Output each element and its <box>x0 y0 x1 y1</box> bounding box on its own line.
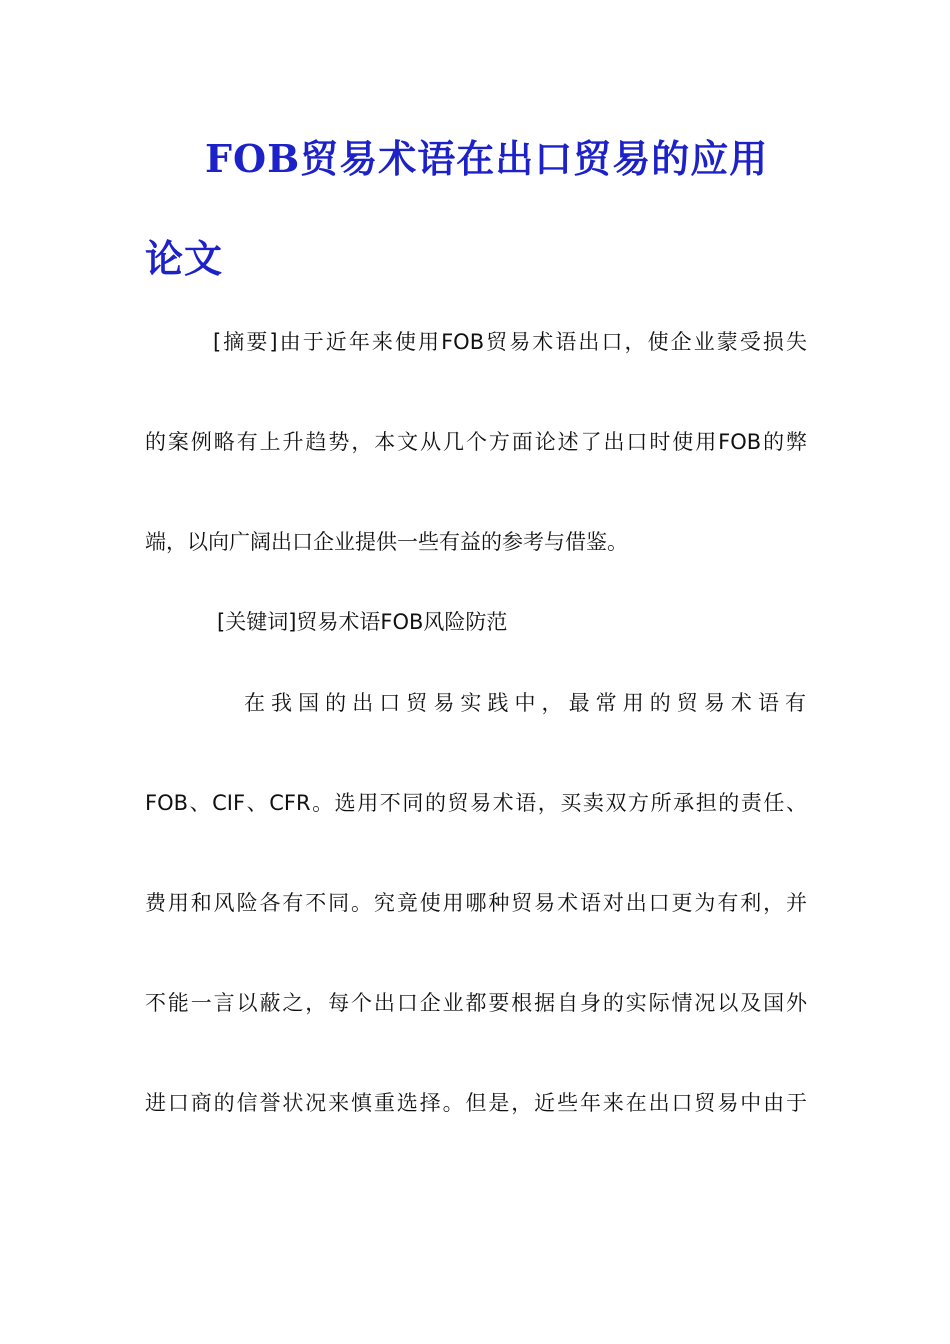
body-line-4: 不能一言以蔽之，每个出口企业都要根据自身的实际情况以及国外 <box>145 991 807 1015</box>
document-title-line-2: 论文 <box>145 236 224 281</box>
abstract-line-2: 的案例略有上升趋势，本文从几个方面论述了出口时使用FOB的弊 <box>145 430 807 454</box>
body-line-5: 进口商的信誉状况来慎重选择。但是，近些年来在出口贸易中由于 <box>145 1091 807 1115</box>
keywords-line: [关键词]贸易术语FOB风险防范 <box>217 610 508 634</box>
body-line-1: 在我国的出口贸易实践中，最常用的贸易术语有 <box>244 691 806 715</box>
document-title-line-1: FOB贸易术语在出口贸易的应用 <box>205 136 769 181</box>
body-line-3: 费用和风险各有不同。究竟使用哪种贸易术语对出口更为有利，并 <box>145 891 807 915</box>
body-line-2: FOB、CIF、CFR。选用不同的贸易术语，买卖双方所承担的责任、 <box>145 791 807 815</box>
abstract-line-1: [摘要]由于近年来使用FOB贸易术语出口，使企业蒙受损失 <box>213 330 807 354</box>
abstract-line-3: 端，以向广阔出口企业提供一些有益的参考与借鉴。 <box>145 530 628 554</box>
